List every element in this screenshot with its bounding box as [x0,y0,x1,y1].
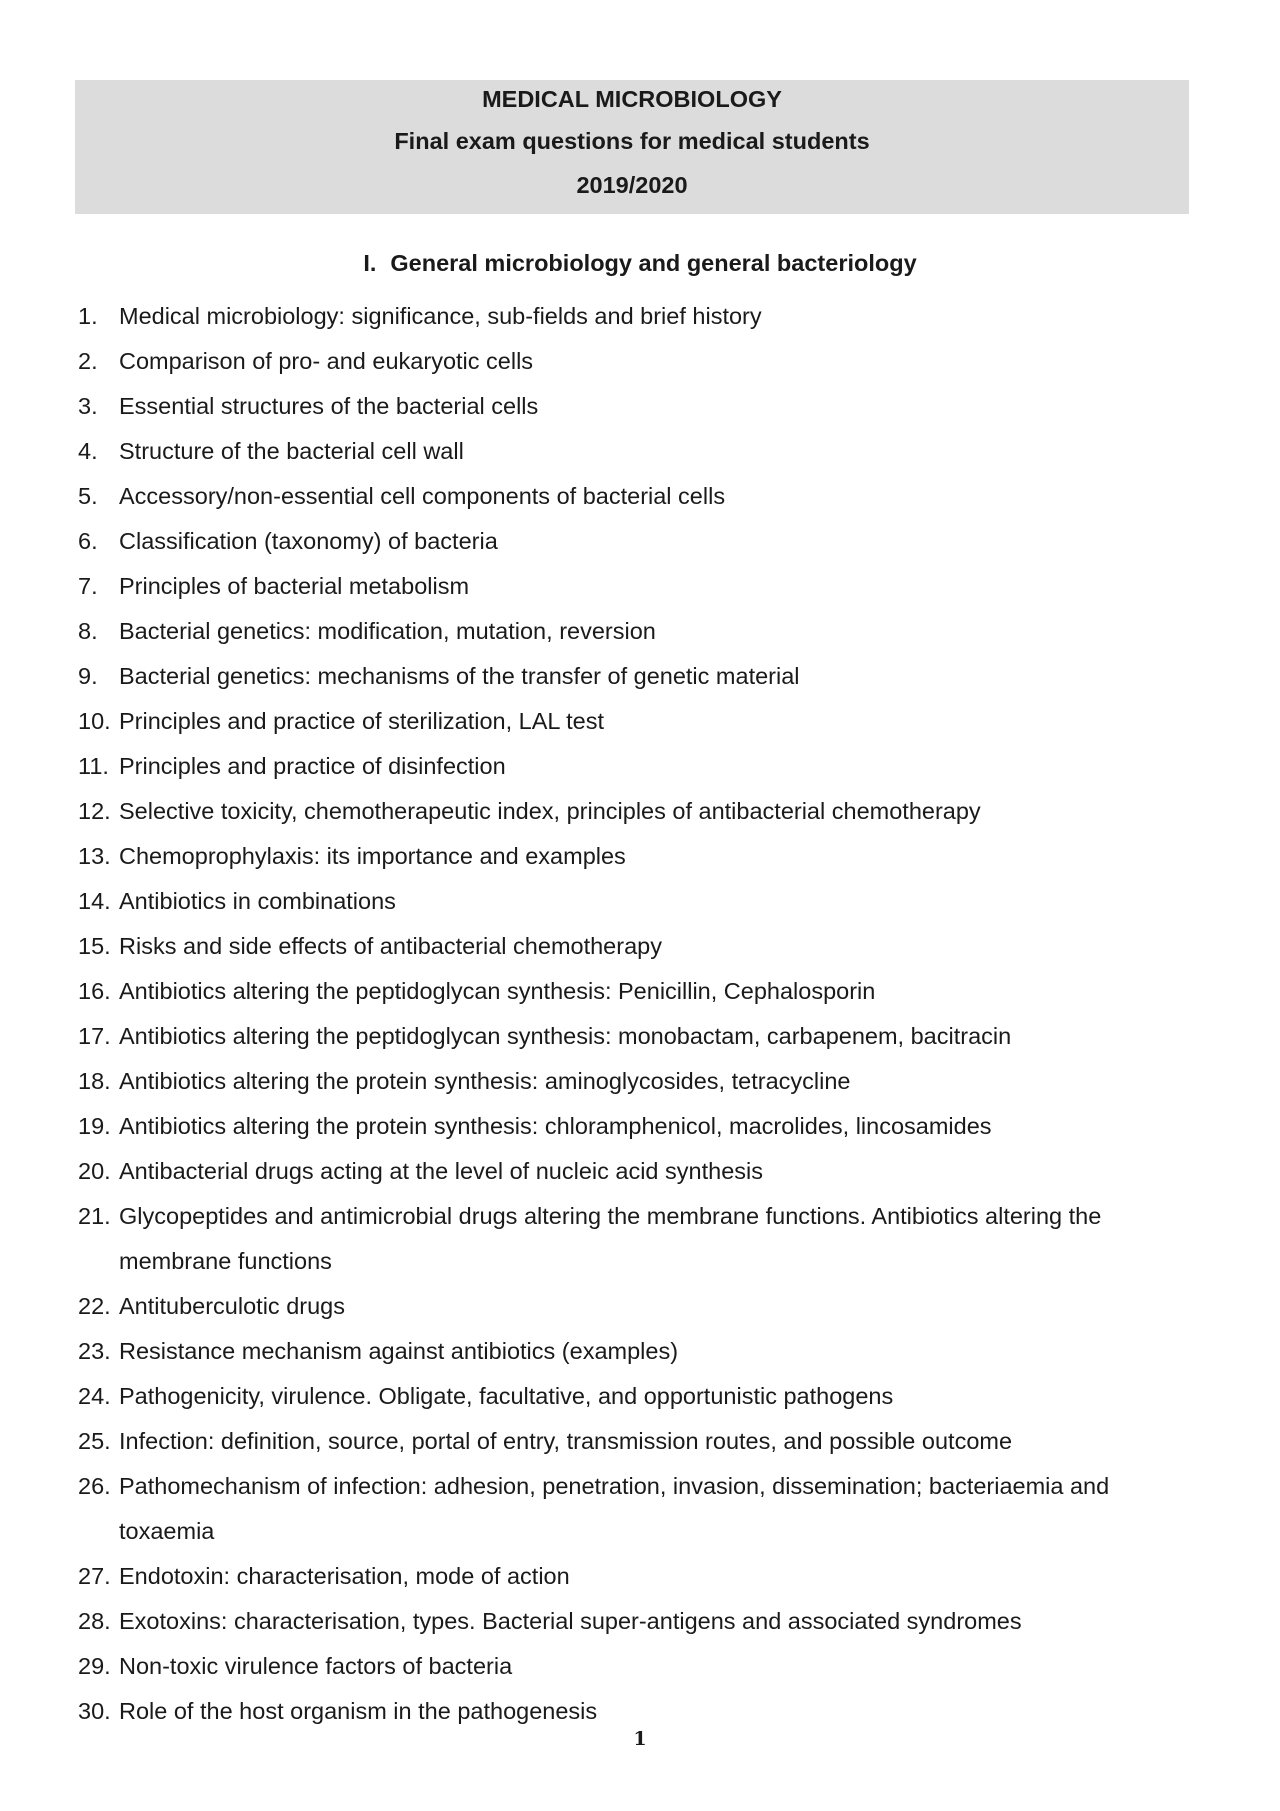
question-item [78,654,1188,699]
question-number: 21. [78,1203,111,1229]
section-heading [0,248,1280,278]
question-number: 4. [78,438,98,464]
question-item [78,519,1188,564]
question-item [78,1374,1188,1419]
question-number: 26. [78,1473,111,1499]
question-text: Risks and side effects of antibacterial chemotherapy [119,933,662,959]
question-item [78,1644,1188,1689]
question-list [78,294,1188,1734]
question-number: 5. [78,483,98,509]
question-number: 13. [78,843,111,869]
question-text: Infection: definition, source, portal of entry, transmission routes, and possible outcome [119,1428,1013,1454]
question-text: Antibacterial drugs acting at the level of nucleic acid synthesis [119,1158,763,1184]
question-text: Pathogenicity, virulence. Obligate, facultative, and opportunistic pathogens [119,1383,894,1409]
question-item [78,1149,1188,1194]
question-number: 15. [78,933,111,959]
question-item [78,294,1188,339]
question-item [78,1464,1188,1554]
question-number: 14. [78,888,111,914]
question-number: 12. [78,798,111,824]
question-text: Structure of the bacterial cell wall [119,438,464,464]
question-item [78,1284,1188,1329]
question-text: Non-toxic virulence factors of bacteria [119,1653,513,1679]
question-number: 18. [78,1068,111,1094]
question-text: Antibiotics altering the peptidoglycan synthesis: Penicillin, Cephalosporin [119,978,876,1004]
question-text: Medical microbiology: significance, sub-fields and brief history [119,303,762,329]
question-text: Exotoxins: characterisation, types. Bacterial super-antigens and associated syndromes [119,1608,1022,1634]
question-item [78,699,1188,744]
question-item [78,1419,1188,1464]
question-text: Antibiotics altering the protein synthesis: aminoglycosides, tetracycline [119,1068,851,1094]
document-header [75,80,1189,214]
question-item [78,474,1188,519]
question-number: 7. [78,573,98,599]
question-number: 27. [78,1563,111,1589]
question-number: 10. [78,708,111,734]
academic-year: 2019/2020 [576,172,688,198]
question-item [78,339,1188,384]
question-text: Resistance mechanism against antibiotics (examples) [119,1338,679,1364]
question-text: Selective toxicity, chemotherapeutic index, principles of antibacterial chemotherapy [119,798,981,824]
question-number: 28. [78,1608,111,1634]
question-text: Comparison of pro- and eukaryotic cells [119,348,534,374]
question-number: 6. [78,528,98,554]
question-number: 3. [78,393,98,419]
question-number: 2. [78,348,98,374]
question-number: 20. [78,1158,111,1184]
question-item [78,834,1188,879]
question-item [78,609,1188,654]
question-number: 29. [78,1653,111,1679]
question-number: 8. [78,618,98,644]
question-text: Chemoprophylaxis: its importance and examples [119,843,626,869]
question-text: Principles and practice of sterilization, LAL test [119,708,605,734]
question-item [78,1014,1188,1059]
question-text: Bacterial genetics: mechanisms of the transfer of genetic material [119,663,800,689]
question-number: 9. [78,663,98,689]
question-text: Essential structures of the bacterial cells [119,393,539,419]
question-item [78,384,1188,429]
question-item [78,1104,1188,1149]
question-number: 25. [78,1428,111,1454]
question-text: Antituberculotic drugs [119,1293,345,1319]
question-text: Pathomechanism of infection: adhesion, penetration, invasion, dissemination; bacteriaemia and toxaemia [119,1473,1110,1544]
question-item [78,429,1188,474]
question-item [78,789,1188,834]
question-number: 22. [78,1293,111,1319]
question-number: 17. [78,1023,111,1049]
question-text: Endotoxin: characterisation, mode of action [119,1563,570,1589]
question-number: 1. [78,303,98,329]
question-number: 16. [78,978,111,1004]
question-item [78,564,1188,609]
document-subtitle: Final exam questions for medical students [394,128,870,154]
question-item [78,924,1188,969]
question-text: Glycopeptides and antimicrobial drugs altering the membrane functions. Antibiotics altering the membrane functions [119,1203,1102,1274]
question-item [78,1554,1188,1599]
question-item [78,1059,1188,1104]
question-text: Antibiotics altering the peptidoglycan synthesis: monobactam, carbapenem, bacitracin [119,1023,1012,1049]
question-item [78,1329,1188,1374]
question-number: 19. [78,1113,111,1139]
question-text: Antibiotics in combinations [119,888,396,914]
question-text: Antibiotics altering the protein synthesis: chloramphenicol, macrolides, lincosamides [119,1113,992,1139]
page-number: 1 [633,1728,647,1750]
question-item [78,969,1188,1014]
section-number: I. [363,250,377,276]
question-text: Accessory/non-essential cell components of bacterial cells [119,483,726,509]
question-text: Classification (taxonomy) of bacteria [119,528,498,554]
question-number: 24. [78,1383,111,1409]
section-title: General microbiology and general bacteriology [390,250,917,276]
question-item [78,744,1188,789]
question-number: 23. [78,1338,111,1364]
question-item [78,1194,1188,1284]
question-text: Bacterial genetics: modification, mutation, reversion [119,618,656,644]
question-text: Principles of bacterial metabolism [119,573,470,599]
question-item [78,879,1188,924]
question-text: Principles and practice of disinfection [119,753,506,779]
question-item [78,1599,1188,1644]
document-title: MEDICAL MICROBIOLOGY [482,86,782,112]
question-number: 30. [78,1698,111,1724]
question-text: Role of the host organism in the pathogenesis [119,1698,598,1724]
question-number: 11. [78,753,109,779]
